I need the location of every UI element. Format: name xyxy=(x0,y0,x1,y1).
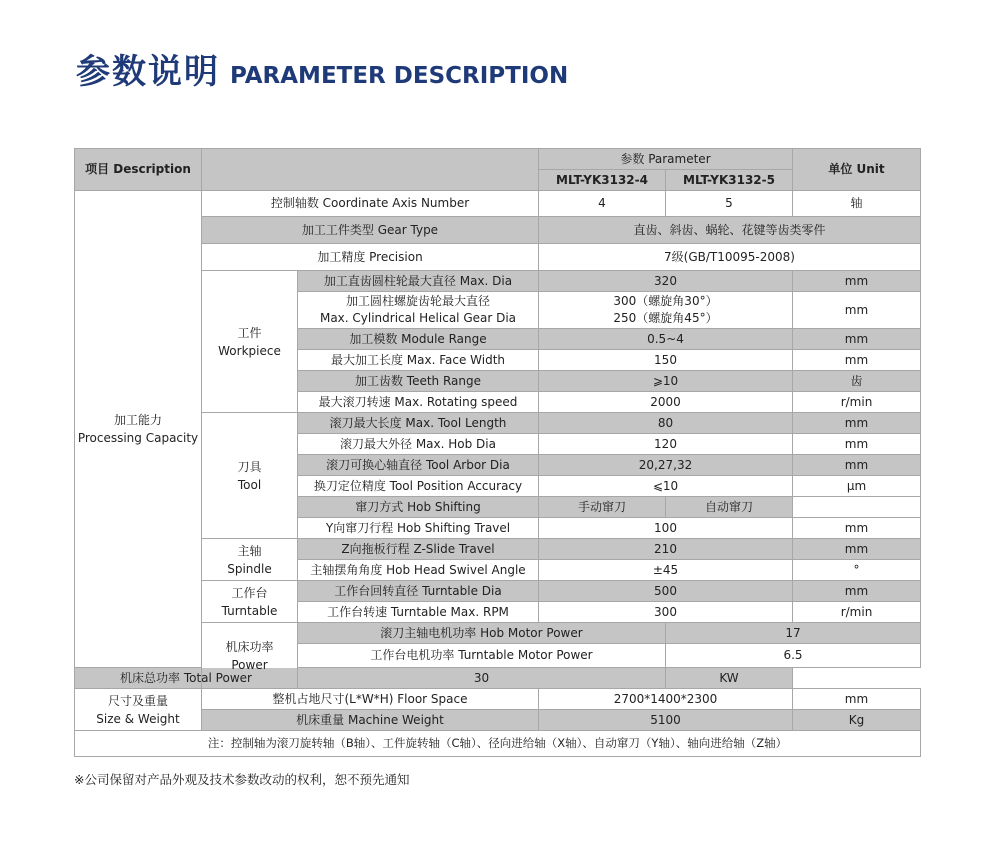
row-label: Y向窜刀行程 Hob Shifting Travel xyxy=(298,518,539,539)
row-value: 自动窜刀 xyxy=(666,497,793,518)
row-unit: mm xyxy=(793,413,921,434)
row-unit: mm xyxy=(793,271,921,292)
row-label: 滚刀最大外径 Max. Hob Dia xyxy=(298,434,539,455)
group-spindle: 主轴 Spindle xyxy=(202,539,298,581)
row-value: 手动窜刀 xyxy=(539,497,666,518)
header-unit: 单位 Unit xyxy=(793,149,921,191)
page-title xyxy=(76,44,568,92)
row-unit: 齿 xyxy=(793,371,921,392)
row-label: 加工工件类型 Gear Type xyxy=(202,217,539,244)
row-value: 300 xyxy=(539,602,793,623)
row-label: 机床总功率 Total Power xyxy=(75,668,298,689)
row-value: 210 xyxy=(539,539,793,560)
row-label: Z向拖板行程 Z-Slide Travel xyxy=(298,539,539,560)
row-label: 换刀定位精度 Tool Position Accuracy xyxy=(298,476,539,497)
row-unit: r/min xyxy=(793,602,921,623)
row-value: ⩽10 xyxy=(539,476,793,497)
row-label: 滚刀最大长度 Max. Tool Length xyxy=(298,413,539,434)
row-value: 30 xyxy=(298,668,666,689)
row-unit: mm xyxy=(793,434,921,455)
row-unit: mm xyxy=(793,329,921,350)
row-value: 120 xyxy=(539,434,793,455)
row-label: 最大加工长度 Max. Face Width xyxy=(298,350,539,371)
group-processing: 加工能力 Processing Capacity xyxy=(75,191,202,668)
header-description: 项目 Description xyxy=(75,149,202,191)
row-label: 机床重量 Machine Weight xyxy=(202,710,539,731)
row-unit: μm xyxy=(793,476,921,497)
row-unit: KW xyxy=(666,668,793,689)
group-workpiece: 工件 Workpiece xyxy=(202,271,298,413)
row-label: 滚刀可换心轴直径 Tool Arbor Dia xyxy=(298,455,539,476)
row-unit: mm xyxy=(793,350,921,371)
row-label: 工作台转速 Turntable Max. RPM xyxy=(298,602,539,623)
row-value: 17 xyxy=(666,623,921,644)
row-label: 最大滚刀转速 Max. Rotating speed xyxy=(298,392,539,413)
row-label: 整机占地尺寸(L*W*H) Floor Space xyxy=(202,689,539,710)
row-value: 2000 xyxy=(539,392,793,413)
row-label: 控制轴数 Coordinate Axis Number xyxy=(202,191,539,217)
group-power: 机床功率 Power xyxy=(202,623,298,689)
row-value: 4 xyxy=(539,191,666,217)
row-label: 加工直齿圆柱轮最大直径 Max. Dia xyxy=(298,271,539,292)
row-value: 5100 xyxy=(539,710,793,731)
row-unit: mm xyxy=(793,518,921,539)
parameter-table xyxy=(74,148,921,757)
footer-disclaimer: ※公司保留对产品外观及技术参数改动的权利，恕不预先通知 xyxy=(74,772,410,787)
row-value: 100 xyxy=(539,518,793,539)
row-value: 6.5 xyxy=(666,644,921,668)
row-value: 2700*1400*2300 xyxy=(539,689,793,710)
row-unit: 轴 xyxy=(793,191,921,217)
row-unit: r/min xyxy=(793,392,921,413)
row-value: 300（螺旋角30°） 250（螺旋角45°） xyxy=(539,292,793,329)
row-value: 7级(GB/T10095-2008) xyxy=(539,244,921,271)
row-unit: Kg xyxy=(793,710,921,731)
row-unit: mm xyxy=(793,292,921,329)
row-label: 加工齿数 Teeth Range xyxy=(298,371,539,392)
header-model-2: MLT-YK3132-5 xyxy=(666,170,793,191)
row-value: 320 xyxy=(539,271,793,292)
row-value: 80 xyxy=(539,413,793,434)
group-tool: 刀具 Tool xyxy=(202,413,298,539)
row-value: ±45 xyxy=(539,560,793,581)
header-blank xyxy=(202,149,539,191)
row-label: 加工圆柱螺旋齿轮最大直径 Max. Cylindrical Helical Gear Dia xyxy=(298,292,539,329)
header-model-1: MLT-YK3132-4 xyxy=(539,170,666,191)
title-en: PARAMETER DESCRIPTION xyxy=(230,63,569,89)
title-cn: 参数说明 xyxy=(76,52,220,92)
row-label: 工作台回转直径 Turntable Dia xyxy=(298,581,539,602)
row-unit xyxy=(793,497,921,518)
row-value: 0.5~4 xyxy=(539,329,793,350)
row-value: 5 xyxy=(666,191,793,217)
row-unit: mm xyxy=(793,581,921,602)
row-label: 加工精度 Precision xyxy=(202,244,539,271)
row-value: 直齿、斜齿、蜗轮、花键等齿类零件 xyxy=(539,217,921,244)
group-size-weight: 尺寸及重量 Size & Weight xyxy=(75,689,202,731)
row-label: 滚刀主轴电机功率 Hob Motor Power xyxy=(298,623,666,644)
row-value: 150 xyxy=(539,350,793,371)
row-label: 窜刀方式 Hob Shifting xyxy=(298,497,539,518)
table-note: 注：控制轴为滚刀旋转轴（B轴）、工件旋转轴（C轴）、径向进给轴（X轴）、自动窜刀（Y轴）、轴向进给轴（Z轴） xyxy=(75,731,921,757)
header-parameter: 参数 Parameter xyxy=(539,149,793,170)
row-label: 工作台电机功率 Turntable Motor Power xyxy=(298,644,666,668)
row-value: 500 xyxy=(539,581,793,602)
row-unit: mm xyxy=(793,455,921,476)
row-label: 加工模数 Module Range xyxy=(298,329,539,350)
row-value: 20,27,32 xyxy=(539,455,793,476)
row-unit: mm xyxy=(793,689,921,710)
group-turntable: 工作台 Turntable xyxy=(202,581,298,623)
row-label: 主轴摆角角度 Hob Head Swivel Angle xyxy=(298,560,539,581)
row-unit: ° xyxy=(793,560,921,581)
row-value: ⩾10 xyxy=(539,371,793,392)
row-unit: mm xyxy=(793,539,921,560)
